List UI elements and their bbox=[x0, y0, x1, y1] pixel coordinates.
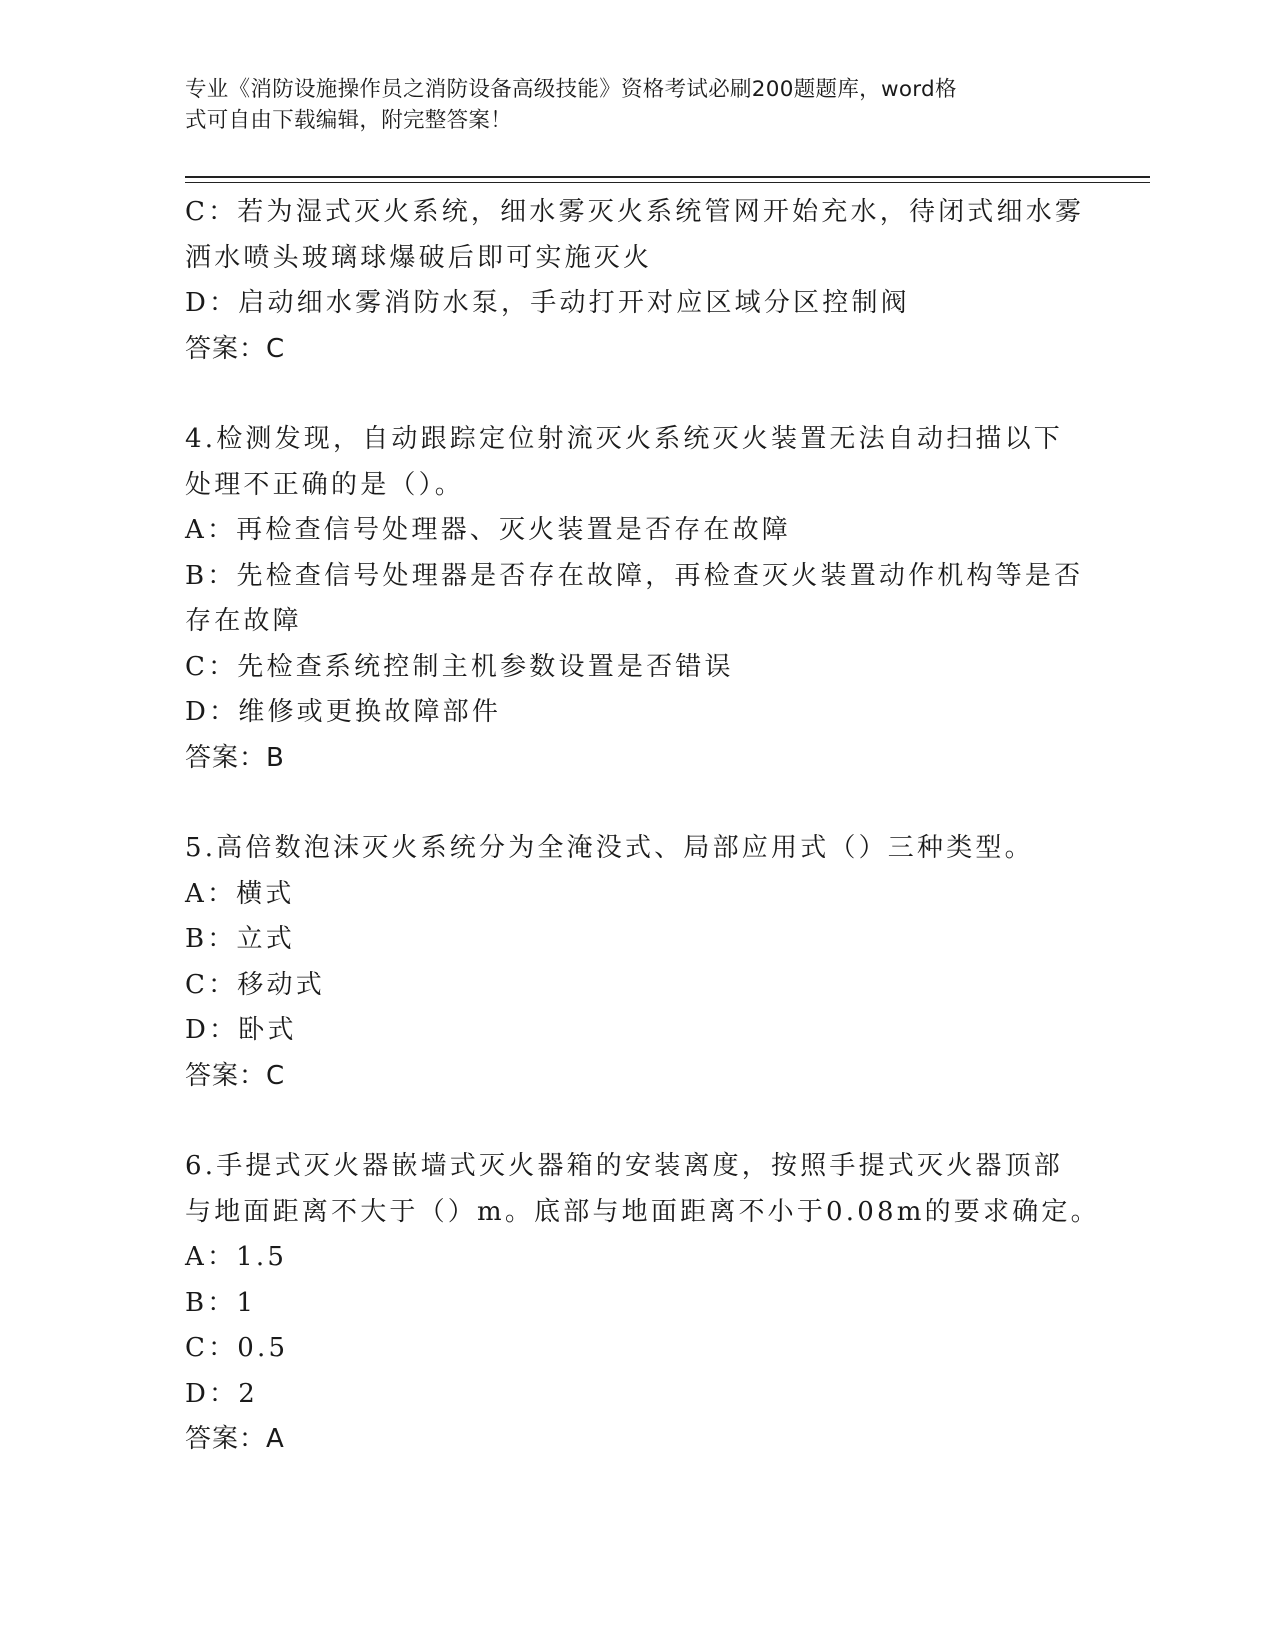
answer-line: 答案：B bbox=[185, 742, 285, 773]
answer-line: 答案：C bbox=[185, 1060, 286, 1091]
option-c: C：先检查系统控制主机参数设置是否错误 bbox=[185, 651, 734, 682]
question-6 bbox=[185, 1144, 1100, 1463]
option-d: D：2 bbox=[185, 1378, 258, 1409]
option-b-continued: 存在故障 bbox=[185, 606, 302, 636]
header-divider-thick bbox=[185, 176, 1150, 178]
option-c: C：0.5 bbox=[185, 1333, 289, 1363]
question-stem-continued: 处理不正确的是（）。 bbox=[185, 469, 465, 500]
question-gap bbox=[185, 1099, 1085, 1144]
option-d: D：维修或更换故障部件 bbox=[185, 697, 502, 727]
option-c: C：若为湿式灭火系统，细水雾灭火系统管网开始充水，待闭式细水雾 bbox=[185, 197, 1085, 227]
answer-line: 答案：A bbox=[185, 1424, 285, 1454]
option-a: A：再检查信号处理器、灭火装置是否存在故障 bbox=[185, 515, 791, 545]
question-stem-continued: 与地面距离不大于（）m。底部与地面距离不小于0.08m的要求确定。 bbox=[185, 1196, 1100, 1227]
option-b: B：先检查信号处理器是否存在故障，再检查灭火装置动作机构等是否 bbox=[185, 560, 1084, 591]
question-stem: 5.高倍数泡沫灭火系统分为全淹没式、局部应用式（）三种类型。 bbox=[185, 833, 1034, 863]
option-d: D：卧式 bbox=[185, 1015, 297, 1045]
option-c: C：移动式 bbox=[185, 969, 325, 1000]
question-stem: 4.检测发现，自动跟踪定位射流灭火系统灭火装置无法自动扫描以下 bbox=[185, 424, 1064, 454]
option-a: A：1.5 bbox=[185, 1242, 288, 1272]
question-stem: 6.手提式灭火器嵌墙式灭火器箱的安装离度，按照手提式灭火器顶部 bbox=[185, 1151, 1064, 1181]
question-content bbox=[185, 190, 1100, 1463]
option-b: B：立式 bbox=[185, 924, 295, 954]
option-a: A：横式 bbox=[185, 878, 295, 909]
question-4 bbox=[185, 417, 1085, 781]
question-gap bbox=[185, 781, 1085, 826]
option-b: B：1 bbox=[185, 1287, 257, 1318]
header-title-line-2: 式可自由下载编辑，附完整答案！ bbox=[185, 108, 513, 133]
option-c-continued: 洒水喷头玻璃球爆破后即可实施灭火 bbox=[185, 242, 653, 273]
answer-line: 答案：C bbox=[185, 333, 286, 364]
option-d: D：启动细水雾消防水泵，手动打开对应区域分区控制阀 bbox=[185, 288, 910, 318]
header-divider-thin bbox=[185, 182, 1150, 183]
question-5 bbox=[185, 826, 1085, 1099]
question-gap bbox=[185, 372, 1085, 417]
question-3-tail bbox=[185, 190, 1085, 372]
document-header bbox=[185, 74, 1065, 136]
header-title-line-1: 专业《消防设施操作员之消防设备高级技能》资格考试必刷200题题库，word格 bbox=[185, 77, 957, 102]
